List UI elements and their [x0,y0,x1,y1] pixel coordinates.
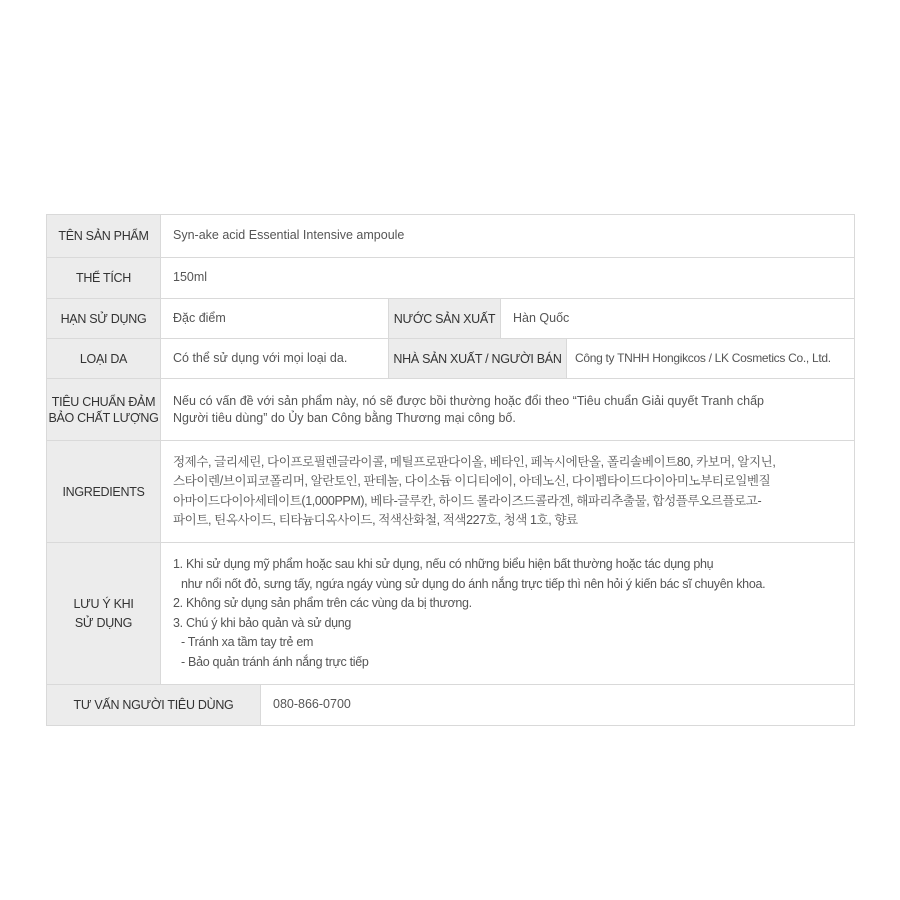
value-volume: 150ml [173,270,208,285]
text-line: - Tránh xa tầm tay trẻ em [181,635,314,649]
text-line: 정제수, 글리세린, 다이프로필렌글라이콜, 메틸프로판다이올, 베타인, 페녹시에탄올, 폴리솔베이트80, 카보머, 알지닌, [173,454,776,469]
row-consult [47,685,854,725]
text-line: 2. Không sử dụng sản phẩm trên các vùng da bị thương. [173,596,472,610]
label-line: BẢO CHẤT LƯỢNG [48,410,159,425]
text-line: 아마이드다이아세테이트(1,000PPM), 베타-글루칸, 하이드 롤라이즈드콜라겐, 해파리추출물, 합성플루오르플로고- [173,493,762,508]
text-line: như nổi nốt đỏ, sưng tấy, ngứa ngáy vùng sử dụng do ánh nắng trực tiếp thì nên hỏi ý kiến bác sĩ chuyên khoa. [181,576,766,591]
label-ingredients: INGREDIENTS [47,441,161,542]
label-line: LƯU Ý KHI [73,596,134,611]
text-line: Người tiêu dùng” do Ủy ban Công bằng Thương mại công bố. [173,410,516,425]
label-product-name: TÊN SẢN PHẨM [47,215,161,257]
label-caution [47,543,161,684]
label-expiry: HẠN SỬ DỤNG [47,299,161,338]
label-line: SỬ DỤNG [74,615,133,630]
label-skin-type: LOẠI DA [47,339,161,378]
value-expiry: Đặc điểm [173,310,226,325]
row-product-name [47,215,854,258]
text-line: - Bảo quản tránh ánh nắng trực tiếp [181,654,369,669]
row-caution [47,543,854,685]
label-manufacturer: NHÀ SẢN XUẤT / NGƯỜI BÁN [388,339,567,378]
row-ingredients [47,441,854,543]
text-line: 1. Khi sử dụng mỹ phẩm hoặc sau khi sử dụng, nếu có những biểu hiện bất thường hoặc tác dụng phụ [173,557,714,571]
text-line: 파이트, 틴옥사이드, 티타늄디옥사이드, 적색산화철, 적색227호, 청색 1호, 향료 [173,513,578,527]
row-volume [47,258,854,299]
row-quality [47,379,854,441]
text-line: 3. Chú ý khi bảo quản và sử dụng [173,615,352,630]
label-consult: TƯ VẤN NGƯỜI TIÊU DÙNG [47,685,261,725]
value-consult-phone: 080-866-0700 [273,697,351,712]
label-volume: THỂ TÍCH [47,258,161,298]
text-line: 스타이렌/브이피코폴리머, 알란토인, 판테놀, 다이소듐 이디티에이, 아데노신, 다이펩타이드다이아미노부티로일벤질 [173,474,771,488]
label-quality [47,379,161,440]
value-origin: Hàn Quốc [513,310,570,325]
product-info-table [46,214,855,726]
value-skin-type: Có thể sử dụng với mọi loại da. [173,350,348,365]
value-manufacturer: Công ty TNHH Hongikcos / LK Cosmetics Co., Ltd. [575,350,831,365]
value-caution [161,543,777,684]
text-line: Nếu có vấn đề với sản phẩm này, nó sẽ được bồi thường hoặc đổi theo “Tiêu chuẩn Giải quyết Tranh chấp [173,393,764,408]
row-skin-type [47,339,854,379]
value-quality [161,379,776,440]
row-expiry [47,299,854,339]
label-origin: NƯỚC SẢN XUẤT [388,299,501,338]
label-line: TIÊU CHUẨN ĐẢM [51,394,156,409]
value-ingredients [161,441,787,542]
value-product-name: Syn-ake acid Essential Intensive ampoule [173,228,405,243]
